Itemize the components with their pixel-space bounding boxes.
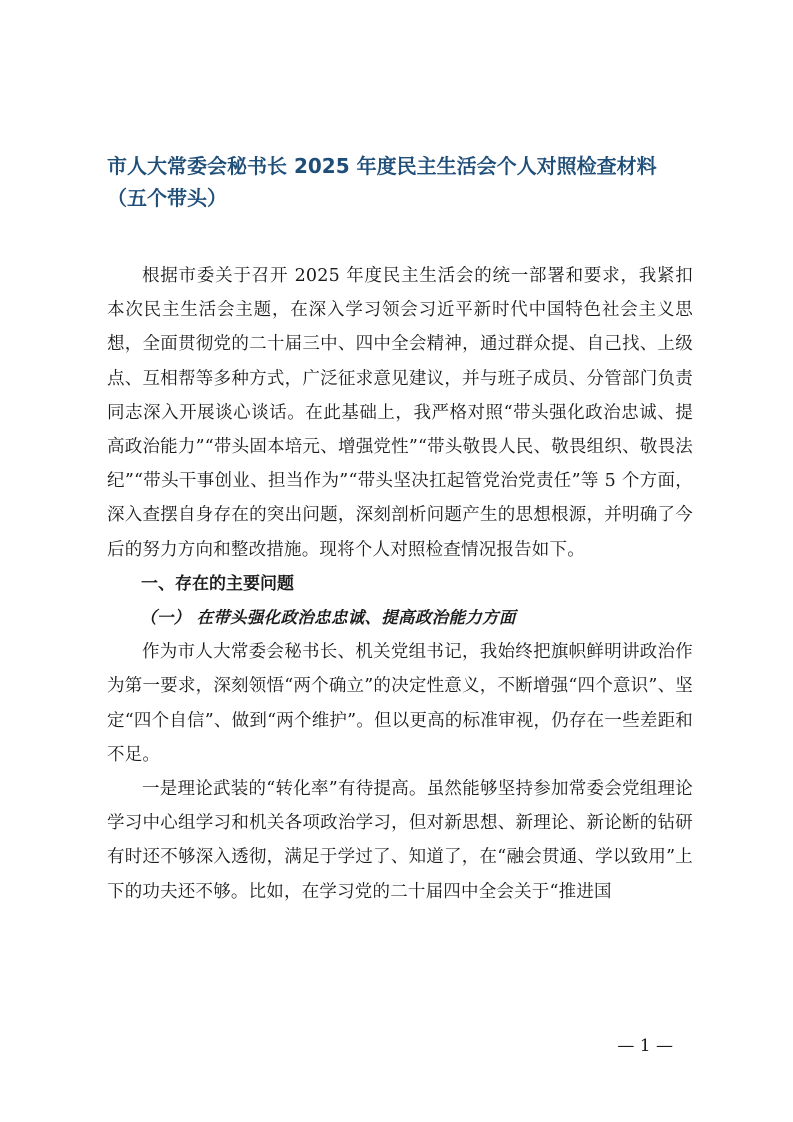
document-body [107,259,693,909]
subsection-heading-political-loyalty: （一） 在带头强化政治忠忠诚、提高政治能力方面 [140,608,516,628]
intro-paragraph: 根据市委关于召开 2025 年度民主生活会的统一部署和要求，我紧扣本次民主生活会主题，在深入学习领会习近平新时代中国特色社会主义思想，全面贯彻党的二十届三中、四中全会精神，通过群众提、自己找、上级点、互相帮等多种方式，广泛征求意见建议，并与班子成员、分管部门负责同志深入开展谈心谈话。在此基础上，我严格对照“带头强化政治忠诚、提高政治能力”“带头固本培元、增强党性”“带头敬畏人民、敬畏组织、敬畏法纪”“带头干事创业、担当作为”“带头坚决扛起管党治党责任”等 5 个方面，深入查摆自身存在的突出问题，深刻剖析问题产生的思想根源，并明确了今后的努力方向和整改措施。现将个人对照检查情况报告如下。 [107,266,693,560]
page-number: — 1 — [617,1036,673,1056]
body-paragraph-political-stance: 作为市人大常委会秘书长、机关党组书记，我始终把旗帜鲜明讲政治作为第一要求，深刻领悟“两个确立”的决定性意义，不断增强“四个意识”、坚定“四个自信”、做到“两个维护”。但以更高的标准审视，仍存在一些差距和不足。 [107,642,693,765]
body-paragraph-theory-study: 一是理论武装的“转化率”有待提高。虽然能够坚持参加常委会党组理论学习中心组学习和机关各项政治学习，但对新思想、新理论、新论断的钻研有时还不够深入透彻，满足于学过了、知道了，在“融会贯通、学以致用”上下的功夫还不够。比如，在学习党的二十届四中全会关于“推进国 [107,779,693,902]
section-heading-main-problems: 一、存在的主要问题 [141,573,294,594]
document-title: 市人大常委会秘书长 2025 年度民主生活会个人对照检查材料（五个带头） [107,154,657,210]
